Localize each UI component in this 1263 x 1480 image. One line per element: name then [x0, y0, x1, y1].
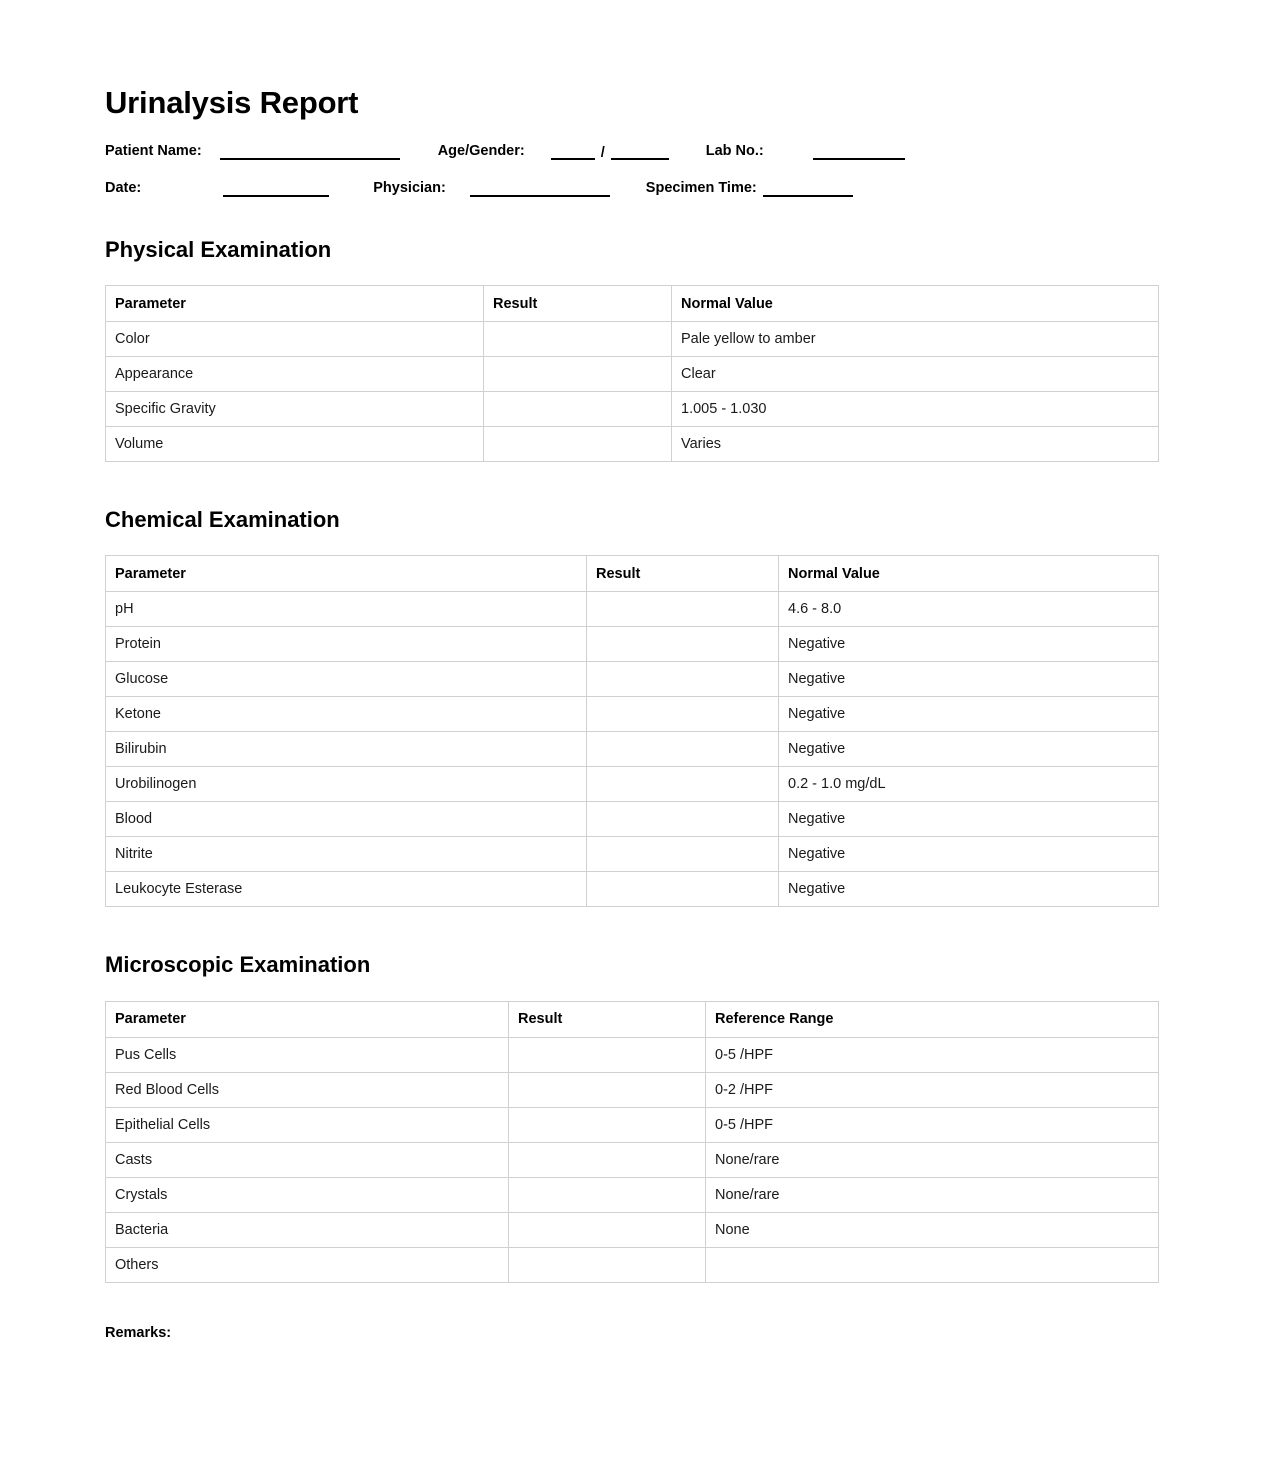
- cell-parameter: Glucose: [106, 662, 587, 697]
- cell-result[interactable]: [509, 1072, 706, 1107]
- cell-reference-range: None/rare: [706, 1142, 1159, 1177]
- patient-info-row-2: [105, 175, 1158, 197]
- cell-parameter: Epithelial Cells: [106, 1107, 509, 1142]
- cell-parameter: Protein: [106, 627, 587, 662]
- table-row: [106, 1072, 1159, 1107]
- cell-result[interactable]: [509, 1212, 706, 1247]
- column-header-reference-range: Reference Range: [706, 1001, 1159, 1037]
- specimen-time-input[interactable]: [763, 181, 853, 197]
- table-row: [106, 1212, 1159, 1247]
- cell-reference-range: 0-5 /HPF: [706, 1037, 1159, 1072]
- section-heading-chemical: Chemical Examination: [105, 507, 340, 533]
- table-row: [106, 592, 1159, 627]
- cell-reference-range: [706, 1247, 1159, 1282]
- cell-parameter: Appearance: [106, 357, 484, 392]
- cell-normal-value: Varies: [672, 427, 1159, 462]
- cell-result[interactable]: [587, 592, 779, 627]
- table-row: [106, 1247, 1159, 1282]
- cell-normal-value: Clear: [672, 357, 1159, 392]
- physical-examination-table: [105, 285, 1159, 462]
- column-header-parameter: Parameter: [106, 286, 484, 322]
- table-row: [106, 1142, 1159, 1177]
- date-label: Date:: [105, 179, 142, 196]
- cell-parameter: Pus Cells: [106, 1037, 509, 1072]
- table-row: [106, 627, 1159, 662]
- column-header-result: Result: [509, 1001, 706, 1037]
- cell-parameter: Others: [106, 1247, 509, 1282]
- column-header-result: Result: [587, 556, 779, 592]
- table-row: [106, 392, 1159, 427]
- table-row: [106, 1037, 1159, 1072]
- cell-normal-value: Negative: [779, 837, 1159, 872]
- field-physician: [373, 179, 610, 197]
- cell-normal-value: Pale yellow to amber: [672, 322, 1159, 357]
- cell-reference-range: 0-5 /HPF: [706, 1107, 1159, 1142]
- cell-parameter: Ketone: [106, 697, 587, 732]
- cell-parameter: Bacteria: [106, 1212, 509, 1247]
- cell-normal-value: Negative: [779, 732, 1159, 767]
- cell-parameter: Specific Gravity: [106, 392, 484, 427]
- cell-result[interactable]: [509, 1142, 706, 1177]
- table-row: [106, 837, 1159, 872]
- patient-name-input[interactable]: [220, 144, 400, 160]
- column-header-normal-value: Normal Value: [779, 556, 1159, 592]
- section-heading-microscopic: Microscopic Examination: [105, 952, 371, 978]
- cell-result[interactable]: [484, 357, 672, 392]
- table-row: [106, 732, 1159, 767]
- cell-reference-range: None: [706, 1212, 1159, 1247]
- lab-no-input[interactable]: [813, 144, 905, 160]
- cell-result[interactable]: [587, 802, 779, 837]
- age-gender-separator: /: [600, 144, 605, 161]
- column-header-parameter: Parameter: [106, 1001, 509, 1037]
- table-header-row: [106, 1001, 1159, 1037]
- table-row: [106, 1177, 1159, 1212]
- field-patient-name: [105, 142, 400, 160]
- table-header-row: [106, 556, 1159, 592]
- specimen-time-label: Specimen Time:: [645, 179, 757, 196]
- cell-parameter: Red Blood Cells: [106, 1072, 509, 1107]
- cell-result[interactable]: [587, 732, 779, 767]
- microscopic-examination-table: [105, 1001, 1159, 1283]
- cell-parameter: Volume: [106, 427, 484, 462]
- patient-name-label: Patient Name:: [105, 142, 202, 159]
- chemical-examination-table: [105, 555, 1159, 907]
- section-heading-physical: Physical Examination: [105, 236, 332, 262]
- age-input[interactable]: [551, 144, 595, 160]
- cell-normal-value: Negative: [779, 802, 1159, 837]
- physician-input[interactable]: [470, 181, 610, 197]
- cell-reference-range: None/rare: [706, 1177, 1159, 1212]
- cell-result[interactable]: [587, 627, 779, 662]
- lab-no-label: Lab No.:: [705, 142, 764, 159]
- cell-parameter: Color: [106, 322, 484, 357]
- cell-parameter: Nitrite: [106, 837, 587, 872]
- cell-normal-value: Negative: [779, 627, 1159, 662]
- cell-parameter: pH: [106, 592, 587, 627]
- date-input[interactable]: [223, 181, 329, 197]
- cell-normal-value: 0.2 - 1.0 mg/dL: [779, 767, 1159, 802]
- table-row: [106, 322, 1159, 357]
- cell-result[interactable]: [509, 1107, 706, 1142]
- table-row: [106, 662, 1159, 697]
- column-header-normal-value: Normal Value: [672, 286, 1159, 322]
- cell-parameter: Casts: [106, 1142, 509, 1177]
- cell-result[interactable]: [587, 872, 779, 907]
- column-header-result: Result: [484, 286, 672, 322]
- table-row: [106, 427, 1159, 462]
- cell-result[interactable]: [587, 697, 779, 732]
- page-title: Urinalysis Report: [105, 85, 359, 120]
- table-row: [106, 802, 1159, 837]
- table-row: [106, 357, 1159, 392]
- cell-result[interactable]: [509, 1247, 706, 1282]
- table-row: [106, 1107, 1159, 1142]
- field-specimen-time: [646, 179, 853, 197]
- table-row: [106, 767, 1159, 802]
- cell-parameter: Crystals: [106, 1177, 509, 1212]
- age-gender-label: Age/Gender:: [437, 142, 525, 159]
- gender-input[interactable]: [611, 144, 669, 160]
- cell-normal-value: Negative: [779, 662, 1159, 697]
- cell-result[interactable]: [587, 837, 779, 872]
- field-date: [105, 179, 329, 197]
- patient-info-row-1: [105, 138, 1158, 160]
- table-row: [106, 872, 1159, 907]
- cell-result[interactable]: [509, 1177, 706, 1212]
- field-age-gender: [438, 142, 669, 160]
- cell-result[interactable]: [587, 662, 779, 697]
- field-lab-no: [706, 142, 905, 160]
- cell-parameter: Bilirubin: [106, 732, 587, 767]
- table-header-row: [106, 286, 1159, 322]
- cell-reference-range: 0-2 /HPF: [706, 1072, 1159, 1107]
- cell-normal-value: Negative: [779, 872, 1159, 907]
- cell-normal-value: 1.005 - 1.030: [672, 392, 1159, 427]
- remarks-label: Remarks:: [105, 1324, 172, 1341]
- table-row: [106, 697, 1159, 732]
- cell-normal-value: Negative: [779, 697, 1159, 732]
- cell-result[interactable]: [484, 322, 672, 357]
- cell-result[interactable]: [484, 427, 672, 462]
- physician-label: Physician:: [373, 179, 446, 196]
- cell-result[interactable]: [587, 767, 779, 802]
- cell-parameter: Urobilinogen: [106, 767, 587, 802]
- cell-normal-value: 4.6 - 8.0: [779, 592, 1159, 627]
- column-header-parameter: Parameter: [106, 556, 587, 592]
- cell-parameter: Blood: [106, 802, 587, 837]
- cell-parameter: Leukocyte Esterase: [106, 872, 587, 907]
- cell-result[interactable]: [509, 1037, 706, 1072]
- cell-result[interactable]: [484, 392, 672, 427]
